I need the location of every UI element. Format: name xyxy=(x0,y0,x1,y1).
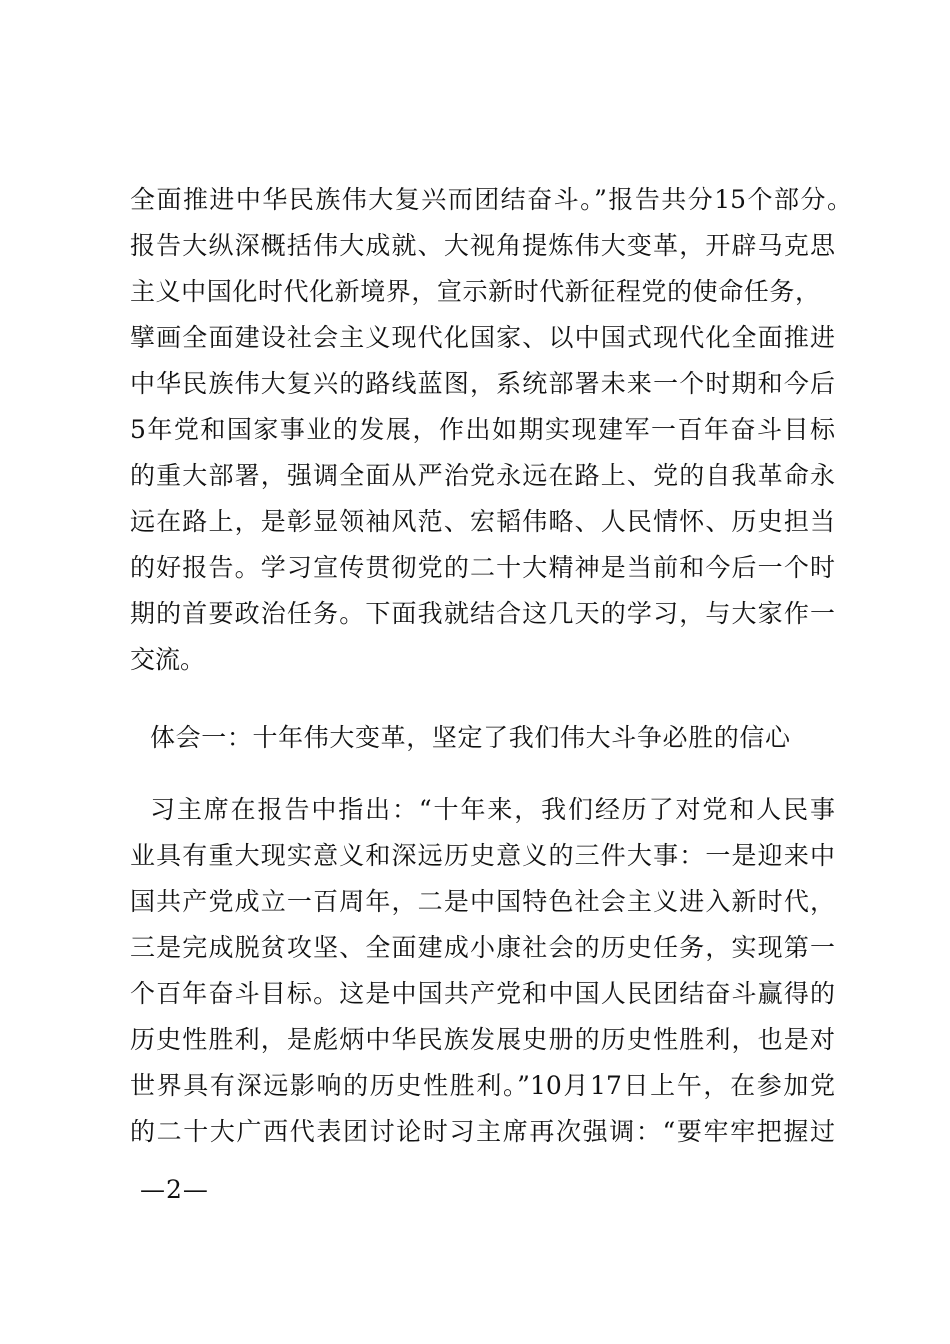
page-number: —2— xyxy=(140,1175,209,1204)
paragraph-line: 中华民族伟大复兴的路线蓝图，系统部署未来一个时期和今后 xyxy=(130,369,835,398)
paragraph-line: 历史性胜利，是彪炳中华民族发展史册的历史性胜利，也是对 xyxy=(130,1025,835,1054)
paragraph-line: 期的首要政治任务。下面我就结合这几天的学习，与大家作一 xyxy=(130,599,835,628)
paragraph-line: 习主席在报告中指出：“十年来，我们经历了对党和人民事 xyxy=(150,795,835,824)
paragraph-line: 的二十大广西代表团讨论时习主席再次强调：“要牢牢把握过 xyxy=(130,1117,835,1146)
paragraph-line: 全面推进中华民族伟大复兴而团结奋斗。”报告共分15个部分。 xyxy=(130,185,852,214)
paragraph-line: 报告大纵深概括伟大成就、大视角提炼伟大变革，开辟马克思 xyxy=(130,231,835,260)
paragraph-line: 擘画全面建设社会主义现代化国家、以中国式现代化全面推进 xyxy=(130,323,835,352)
paragraph-line: 三是完成脱贫攻坚、全面建成小康社会的历史任务，实现第一 xyxy=(130,933,835,962)
paragraph-line: 主义中国化时代化新境界，宣示新时代新征程党的使命任务， xyxy=(130,277,820,306)
paragraph-line: 个百年奋斗目标。这是中国共产党和中国人民团结奋斗赢得的 xyxy=(130,979,835,1008)
paragraph-line: 5年党和国家事业的发展，作出如期实现建军一百年奋斗目标 xyxy=(130,415,835,444)
paragraph-line: 世界具有深远影响的历史性胜利。”10月17日上午，在参加党 xyxy=(130,1071,835,1100)
paragraph-line: 交流。 xyxy=(130,645,206,674)
paragraph-line: 的好报告。学习宣传贯彻党的二十大精神是当前和今后一个时 xyxy=(130,553,835,582)
paragraph-line: 远在路上，是彰显领袖风范、宏韬伟略、人民情怀、历史担当 xyxy=(130,507,835,536)
paragraph-line: 业具有重大现实意义和深远历史意义的三件大事：一是迎来中 xyxy=(130,841,835,870)
paragraph-line: 的重大部署，强调全面从严治党永远在路上、党的自我革命永 xyxy=(130,461,835,490)
paragraph-line: 国共产党成立一百周年，二是中国特色社会主义进入新时代， xyxy=(130,887,835,916)
section-heading: 体会一：十年伟大变革，坚定了我们伟大斗争必胜的信心 xyxy=(150,723,790,752)
